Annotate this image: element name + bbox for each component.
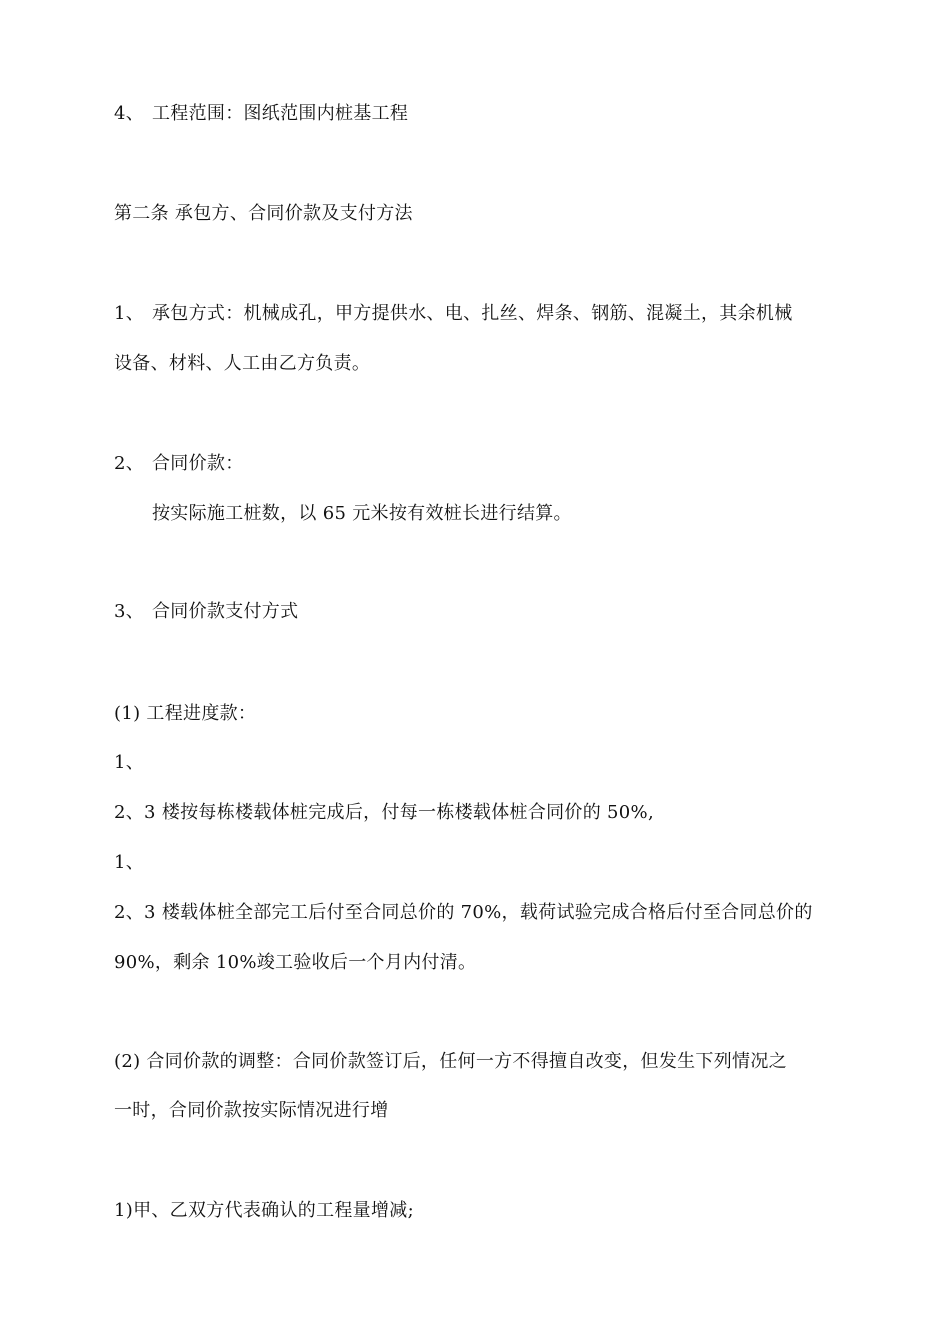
adjustment-item-1 <box>114 1199 414 1223</box>
subclause-1-progress <box>114 702 256 726</box>
clause-2-detail <box>152 502 572 526</box>
clause-number: 4、 <box>114 103 145 124</box>
clause-text: 工程范围：图纸范围内桩基工程 <box>152 103 409 124</box>
clause-number: 1、 <box>114 303 145 324</box>
list-item-2b <box>114 901 813 925</box>
clause-text: 2、3 楼按每栋楼载体桩完成后，付每一栋楼载体桩合同价的 50%, <box>114 802 654 823</box>
clause-text: 合同价款： <box>152 453 244 474</box>
clause-text: 1、 <box>114 852 145 873</box>
list-item-2b-continuation <box>114 951 476 975</box>
clause-text: 1、 <box>114 752 145 773</box>
clause-text: 按实际施工桩数，以 65 元米按有效桩长进行结算。 <box>152 503 572 524</box>
clause-text: 承包方式：机械成孔，甲方提供水、电、扎丝、焊条、钢筋、混凝土，其余机械 <box>152 303 793 324</box>
clause-1-contract-method <box>114 302 793 326</box>
clause-3-payment <box>114 600 298 624</box>
list-item-1a <box>114 751 144 775</box>
clause-text: 合同价款支付方式 <box>152 601 299 622</box>
subclause-2-continuation <box>114 1099 389 1123</box>
clause-text: 2、3 楼载体桩全部完工后付至合同总价的 70%，载荷试验完成合格后付至合同总价的 <box>114 902 813 923</box>
clause-text: 设备、材料、人工由乙方负责。 <box>114 353 371 374</box>
clause-text: 一时，合同价款按实际情况进行增 <box>114 1100 389 1121</box>
list-item-1b <box>114 851 144 875</box>
subclause-2-adjustment <box>114 1050 787 1074</box>
heading-text: 第二条 承包方、合同价款及支付方法 <box>114 203 413 224</box>
clause-text: (1) 工程进度款： <box>114 703 257 724</box>
clause-text: (2) 合同价款的调整：合同价款签订后，任何一方不得擅自改变，但发生下列情况之 <box>114 1051 787 1072</box>
list-item-2a <box>114 801 654 825</box>
clause-4-scope <box>114 102 408 126</box>
clause-1-continuation <box>114 352 370 376</box>
clause-text: 90%，剩余 10%竣工验收后一个月内付清。 <box>114 952 477 973</box>
article-2-heading <box>114 202 413 226</box>
clause-text: 1)甲、乙双方代表确认的工程量增减; <box>114 1200 414 1221</box>
clause-2-price <box>114 452 244 476</box>
clause-number: 2、 <box>114 453 145 474</box>
clause-number: 3、 <box>114 601 145 622</box>
